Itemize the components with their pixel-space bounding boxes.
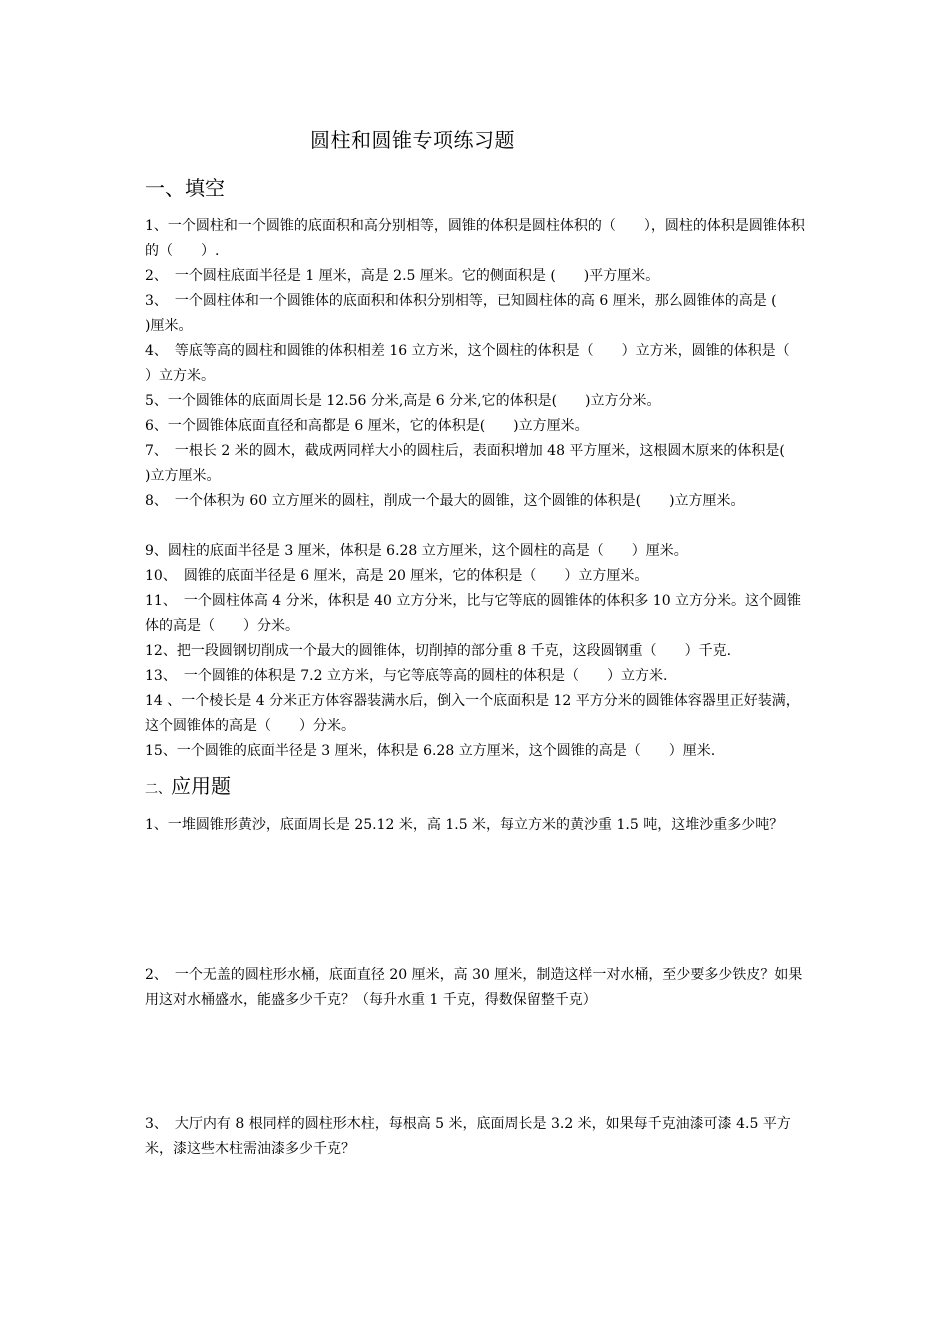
- fill-in-question-10: 10、 圆锥的底面半径是 6 厘米，高是 20 厘米，它的体积是（ ）立方厘米。: [145, 568, 649, 584]
- fill-in-question-3: 3、 一个圆柱体和一个圆锥体的底面积和体积分别相等，已知圆柱体的高 6 厘米，那么圆锥体的高是 ( )厘米。: [145, 293, 805, 334]
- section-applied-heading: [145, 770, 231, 799]
- fill-in-question-9: 9、圆柱的底面半径是 3 厘米，体积是 6.28 立方厘米，这个圆柱的高是（ ）厘米。: [145, 543, 688, 559]
- fill-in-question-8: 8、 一个体积为 60 立方厘米的圆柱，削成一个最大的圆锥，这个圆锥的体积是( )立方厘米。: [145, 493, 745, 509]
- fill-in-question-7: 7、 一根长 2 米的圆木，截成两同样大小的圆柱后，表面积增加 48 平方厘米，这根圆木原来的体积是( )立方厘米。: [145, 443, 813, 484]
- applied-question-2: 2、 一个无盖的圆柱形水桶，底面直径 20 厘米，高 30 厘米，制造这样一对水桶，至少要多少铁皮？如果用这对水桶盛水，能盛多少千克？（每升水重 1 千克，得数保留整千克）: [145, 967, 803, 1008]
- applied-question-1: 1、一堆圆锥形黄沙，底面周长是 25.12 米，高 1.5 米，每立方米的黄沙重 1.5 吨，这堆沙重多少吨？: [145, 817, 784, 833]
- fill-in-question-2: 2、 一个圆柱底面半径是 1 厘米，高是 2.5 厘米。它的侧面积是 ( )平方厘米。: [145, 268, 660, 284]
- fill-in-question-12: 12、把一段圆钢切削成一个最大的圆锥体，切削掉的部分重 8 千克，这段圆钢重（ ）千克.: [145, 643, 732, 659]
- fill-in-question-15: 15、一个圆锥的底面半径是 3 厘米，体积是 6.28 立方厘米，这个圆锥的高是（ ）厘米.: [145, 743, 716, 759]
- applied-question-3: 3、 大厅内有 8 根同样的圆柱形木柱，每根高 5 米，底面周长是 3.2 米，如果每千克油漆可漆 4.5 平方米，漆这些木柱需油漆多少千克？: [145, 1116, 791, 1157]
- fill-in-question-6: 6、一个圆锥体底面直径和高都是 6 厘米，它的体积是( )立方厘米。: [145, 418, 589, 434]
- fill-in-question-11: 11、 一个圆柱体高 4 分米，体积是 40 立方分米，比与它等底的圆锥体的体积多 10 立方分米。这个圆锥体的高是（ ）分米。: [145, 593, 802, 634]
- section-fill-in-heading: 一、填空: [145, 176, 225, 200]
- fill-in-question-5: 5、一个圆锥体的底面周长是 12.56 分米,高是 6 分米,它的体积是( )立方分米。: [145, 393, 661, 409]
- section-applied-title: 应用题: [171, 774, 232, 798]
- fill-in-question-14: 14 、一个棱长是 4 分米正方体容器装满水后，倒入一个底面积是 12 平方分米的圆锥体容器里正好装满，这个圆锥体的高是（ ）分米。: [145, 693, 800, 734]
- section-applied-number: 二、: [145, 782, 172, 797]
- fill-in-question-13: 13、 一个圆锥的体积是 7.2 立方米，与它等底等高的圆柱的体积是（ ）立方米.: [145, 668, 668, 684]
- page-title: 圆柱和圆锥专项练习题: [310, 128, 515, 152]
- fill-in-question-4: 4、 等底等高的圆柱和圆锥的体积相差 16 立方米，这个圆柱的体积是（ ）立方米，圆锥的体积是（ ）立方米。: [145, 343, 818, 384]
- fill-in-question-1: 1、一个圆柱和一个圆锥的底面积和高分别相等，圆锥的体积是圆柱体积的（ ），圆柱的体积是圆锥体积的（ ）.: [145, 218, 805, 259]
